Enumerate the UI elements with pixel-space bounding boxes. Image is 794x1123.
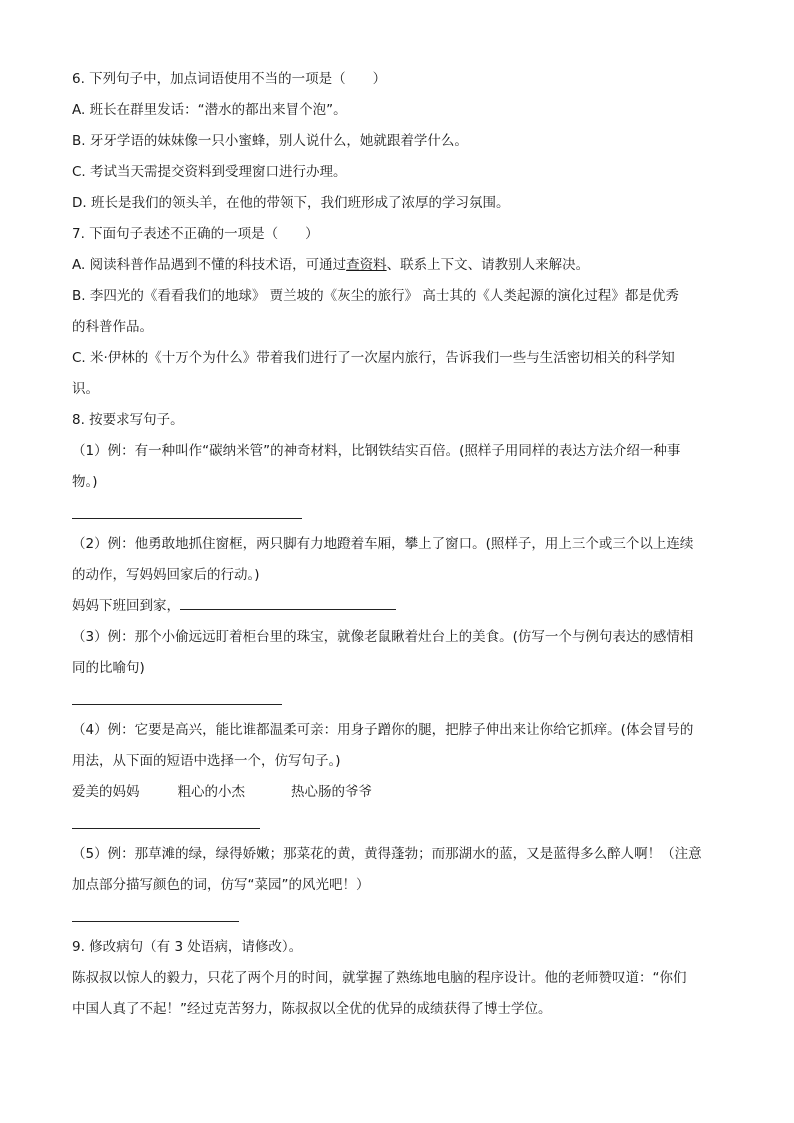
q6-option-a: A. 班长在群里发话：“潜水的都出来冒个泡”。 — [72, 102, 347, 118]
q8-part2-prompt: 妈妈下班回到家， — [72, 598, 180, 614]
q9-stem: 9. 修改病句（有 3 处语病，请修改）。 — [72, 939, 303, 955]
q8-part2-line1: （2）例：他勇敢地抓住窗框，两只脚有力地蹬着车厢，攀上了窗口。(照样子，用上三个或三个以上连续 — [72, 536, 694, 552]
q7-option-a — [72, 250, 724, 281]
q8-part1-answer-blank[interactable] — [72, 498, 724, 529]
q7-option-b-line2: 的科普作品。 — [72, 319, 153, 335]
q8-part3-line1: （3）例：那个小偷远远盯着柜台里的珠宝，就像老鼠瞅着灶台上的美食。(仿写一个与例句表达的感情相 — [72, 629, 694, 645]
q8-part3-line2: 同的比喻句) — [72, 660, 145, 676]
q8-part2-line2: 的动作，写妈妈回家后的行动。) — [72, 567, 260, 583]
q7-option-c-line1: C. 米·伊林的《十万个为什么》带着我们进行了一次屋内旅行，告诉我们一些与生活密切相关的科学知 — [72, 350, 675, 366]
q6-option-c: C. 考试当天需提交资料到受理窗口进行办理。 — [72, 164, 347, 180]
q8-part2-answer-blank[interactable] — [180, 595, 396, 610]
q7-option-b-line1: B. 李四光的《看看我们的地球》 贾兰坡的《灰尘的旅行》 高士其的《人类起源的演化过程》都是优秀 — [72, 288, 679, 304]
q8-part1-line1: （1）例：有一种叫作“碳纳米管”的神奇材料，比钢铁结实百倍。(照样子用同样的表达方法介绍一种事 — [72, 443, 681, 459]
q8-part4-line2: 用法，从下面的短语中选择一个，仿写句子。) — [72, 753, 341, 769]
q7-option-c-line2: 识。 — [72, 381, 99, 397]
q7-stem: 7. 下面句子表述不正确的一项是（ ） — [72, 226, 319, 242]
answer-underline — [72, 828, 260, 829]
q8-stem: 8. 按要求写句子。 — [72, 412, 184, 428]
page-content — [72, 64, 724, 1025]
answer-underline — [72, 921, 239, 922]
q7-option-a-pre: A. 阅读科普作品遇到不懂的科技术语，可通过 — [72, 257, 347, 273]
q6-option-b: B. 牙牙学语的妹妹像一只小蜜蜂，别人说什么，她就跟着学什么。 — [72, 133, 468, 149]
q8-part4-options — [72, 777, 724, 808]
q6-option-d: D. 班长是我们的领头羊，在他的带领下，我们班形成了浓厚的学习氛围。 — [72, 195, 510, 211]
q8-part4-option: 粗心的小杰 — [177, 784, 245, 800]
q8-part3-answer-blank[interactable] — [72, 684, 724, 715]
q8-part2-prompt-line — [72, 591, 724, 622]
q8-part5-answer-blank[interactable] — [72, 901, 724, 932]
q8-part4-option: 热心肠的爷爷 — [291, 784, 372, 800]
q8-part5-line1: （5）例：那草滩的绿，绿得娇嫩；那菜花的黄，黄得蓬勃；而那湖水的蓝，又是蓝得多么醉人啊！（注意 — [72, 846, 702, 862]
q8-part4-line1: （4）例：它要是高兴，能比谁都温柔可亲：用身子蹭你的腿，把脖子伸出来让你给它抓痒。(体会冒号的 — [72, 722, 694, 738]
q8-part4-answer-blank[interactable] — [72, 808, 724, 839]
answer-underline — [72, 704, 282, 705]
answer-underline — [72, 518, 302, 519]
q7-option-a-post: 、联系上下文、请教别人来解决。 — [386, 257, 590, 273]
q8-part5-line2: 加点部分描写颜色的词，仿写“菜园”的风光吧！） — [72, 877, 370, 893]
q7-option-a-underlined: 查资料 — [346, 257, 387, 273]
q8-part4-option: 爱美的妈妈 — [72, 784, 140, 800]
q9-body-line2: 中国人真了不起！”经过克苦努力，陈叔叔以全优的优异的成绩获得了博士学位。 — [72, 1001, 552, 1017]
q6-stem: 6. 下列句子中，加点词语使用不当的一项是（ ） — [72, 71, 387, 87]
q8-part1-line2: 物。) — [72, 474, 98, 490]
q9-body-line1: 陈叔叔以惊人的毅力，只花了两个月的时间，就掌握了熟练地电脑的程序设计。他的老师赞叹道：“你们 — [72, 970, 687, 986]
